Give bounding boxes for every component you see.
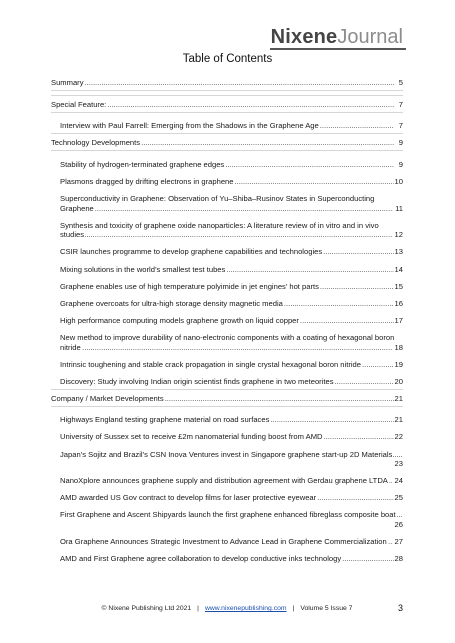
toc-entry-line [60, 377, 403, 387]
toc-article-entry[interactable] [51, 333, 403, 352]
section-divider [51, 133, 403, 134]
toc-dot-leader [362, 360, 394, 370]
toc-dot-leader [61, 204, 402, 214]
toc-entry-line [60, 221, 403, 240]
brand-name-light: Journal [337, 26, 403, 48]
toc-page-number: 15 [394, 281, 403, 291]
toc-dot-leader [61, 230, 402, 240]
toc-page-number: 27 [394, 537, 403, 547]
toc-section-entry[interactable] [51, 394, 403, 404]
toc-entry-title: High performance computing models graphene growth on liquid copper [60, 315, 299, 325]
toc-article-entry[interactable] [51, 194, 403, 213]
toc-page-number: 23 [394, 459, 403, 469]
toc-entry-title: Company / Market Developments [51, 393, 164, 403]
toc-page-number: 12 [394, 230, 403, 240]
toc-entry-line [51, 78, 403, 88]
toc-entry-line [51, 394, 403, 404]
toc-entry-line [60, 415, 403, 425]
toc-entry-line [51, 100, 403, 110]
page-footer [51, 605, 403, 612]
toc-entry-line [60, 265, 403, 275]
toc-article-entry[interactable] [51, 450, 403, 469]
toc-dot-leader [226, 265, 393, 275]
toc-article-entry[interactable] [51, 537, 403, 547]
toc-entry-title: CSIR launches programme to develop graphene capabilities and technologies [60, 247, 323, 257]
section-divider [51, 150, 403, 151]
toc-entry-line [60, 360, 403, 370]
toc-article-entry[interactable] [51, 377, 403, 387]
toc-dot-leader [165, 394, 394, 404]
toc-article-entry[interactable] [51, 160, 403, 170]
toc-page-number: 11 [393, 204, 403, 214]
toc-entry-line [60, 160, 403, 170]
toc-article-entry[interactable] [51, 316, 403, 326]
toc-entry-title: Intrinsic toughening and stable crack propagation in single crystal hexagonal boron nitride [60, 359, 361, 369]
toc-entry-title: Graphene overcoats for ultra-high storage density magnetic media [60, 298, 283, 308]
section-divider [51, 406, 403, 407]
toc-entry-line [60, 316, 403, 326]
toc-article-entry[interactable] [51, 476, 403, 486]
toc-page-number: 7 [398, 99, 403, 109]
toc-page-number: 9 [398, 159, 403, 169]
toc-article-entry[interactable] [51, 299, 403, 309]
toc-entry-title: Technology Developments [51, 138, 141, 148]
toc-dot-leader [342, 554, 393, 564]
journal-logo [271, 27, 403, 47]
toc-article-entry[interactable] [51, 177, 403, 187]
table-of-contents [51, 78, 403, 571]
toc-entry-title: Synthesis and toxicity of graphene oxide nanoparticles: A literature review of in vitro and in vivo studies [60, 220, 379, 240]
footer-copyright: © Nixene Publishing Ltd 2021 [101, 605, 192, 612]
toc-page-number: 18 [394, 342, 403, 352]
toc-section-entry[interactable] [51, 78, 403, 88]
toc-entry-title: Stability of hydrogen-terminated graphene edges [60, 159, 225, 169]
toc-entry-title: Mixing solutions in the world’s smallest test tubes [60, 264, 226, 274]
page-number: 3 [397, 603, 403, 613]
toc-entry-line [51, 138, 403, 148]
toc-entry-title: Ora Graphene Announces Strategic Investment to Advance Lead in Graphene Commercialization [60, 537, 387, 547]
toc-entry-title: NanoXplore announces graphene supply and distribution agreement with Gerdau graphene LTDA [60, 476, 388, 486]
toc-entry-line [60, 449, 403, 469]
toc-entry-title: Japan’s Sojitz and Brazil’s CSN Inova Ventures invest in Singapore graphene start-up 2D Materials [60, 449, 393, 459]
toc-dot-leader [320, 282, 394, 292]
toc-entry-title: AMD awarded US Gov contract to develop films for laser protective eyewear [60, 493, 317, 503]
toc-article-entry[interactable] [51, 282, 403, 292]
toc-entry-title: University of Sussex set to receive £2m nanomaterial funding boost from AMD [60, 432, 323, 442]
toc-entry-line [60, 493, 403, 503]
toc-article-entry[interactable] [51, 510, 403, 529]
toc-entry-title: Special Feature: [51, 99, 107, 109]
toc-article-entry[interactable] [51, 121, 403, 131]
toc-dot-leader [61, 343, 402, 353]
toc-page-number: 21 [394, 393, 403, 403]
toc-page-number: 14 [394, 264, 403, 274]
toc-page-number: 21 [394, 415, 403, 425]
toc-entry-line [60, 177, 403, 187]
toc-dot-leader [324, 432, 394, 442]
toc-page-number: 13 [394, 247, 403, 257]
toc-entry-title: Summary [51, 78, 84, 87]
toc-page-number: 26 [394, 520, 403, 530]
toc-dot-leader [141, 138, 394, 148]
toc-entry-line [60, 282, 403, 292]
toc-entry-title: Plasmons dragged by drifting electrons in graphene [60, 176, 234, 186]
toc-entry-line [60, 554, 403, 564]
section-divider [51, 112, 403, 113]
toc-article-entry[interactable] [51, 247, 403, 257]
toc-entry-line [60, 194, 403, 213]
toc-title: Table of Contents [182, 53, 273, 65]
toc-entry-line [60, 247, 403, 257]
toc-entry-line [60, 121, 403, 131]
toc-entry-title: Highways England testing graphene material on road surfaces [60, 415, 270, 425]
toc-entry-line [60, 537, 403, 547]
toc-section-entry[interactable] [51, 100, 403, 110]
toc-page-number: 17 [394, 315, 403, 325]
toc-entry-title: First Graphene and Ascent Shipyards launch the first graphene enhanced fibreglass composite boat [60, 510, 396, 520]
toc-entry-line [60, 510, 403, 530]
toc-dot-leader [300, 316, 394, 326]
toc-article-entry[interactable] [51, 415, 403, 425]
toc-dot-leader [85, 78, 395, 88]
toc-article-entry[interactable] [51, 221, 403, 240]
toc-dot-leader [323, 247, 393, 257]
toc-dot-leader [270, 415, 393, 425]
toc-page-number: 20 [394, 376, 403, 386]
toc-entry-line [60, 299, 403, 309]
toc-entry-title: Interview with Paul Farrell: Emerging from the Shadows in the Graphene Age [60, 121, 319, 131]
logo-underline [270, 48, 406, 50]
toc-page-number: 9 [398, 138, 403, 148]
toc-page-number: 16 [394, 298, 403, 308]
toc-article-entry[interactable] [51, 432, 403, 442]
toc-entry-title: Discovery: Study involving Indian origin scientist finds graphene in two meteorites [60, 376, 334, 386]
toc-page-number: 22 [394, 432, 403, 442]
toc-entry-title: New method to improve durability of nano-electronic components with a coating of hexagonal boron nitride [60, 332, 395, 352]
section-divider [51, 389, 403, 390]
toc-article-entry[interactable] [51, 493, 403, 503]
toc-entry-line [60, 476, 403, 486]
toc-entry-title: Graphene enables use of high temperature polyimide in jet engines’ hot parts [60, 281, 319, 291]
toc-dot-leader [225, 160, 394, 170]
toc-dot-leader [107, 100, 394, 110]
footer-separator: | [292, 605, 295, 612]
toc-article-entry[interactable] [51, 554, 403, 564]
toc-dot-leader [320, 121, 394, 131]
toc-page-number: 5 [398, 78, 403, 87]
toc-section-entry[interactable] [51, 138, 403, 148]
brand-name-strong: Nixene [270, 26, 338, 48]
toc-page-number: 19 [394, 359, 403, 369]
toc-page-number: 28 [394, 554, 403, 564]
toc-entry-line [60, 432, 403, 442]
toc-dot-leader [235, 177, 394, 187]
footer-separator: | [197, 605, 199, 612]
toc-article-entry[interactable] [51, 360, 403, 370]
toc-page-number: 7 [398, 121, 403, 131]
toc-dot-leader [284, 299, 394, 309]
toc-page-number: 24 [394, 476, 403, 486]
toc-entry-title: AMD and First Graphene agree collaboration to develop conductive inks technology [60, 554, 342, 564]
toc-entry-title: Superconductivity in Graphene: Observation of Yu–Shiba–Rusinov States in Superconducting Graphene [60, 194, 375, 213]
footer-issue: Volume 5 Issue 7 [300, 605, 353, 612]
section-divider [51, 95, 403, 96]
toc-entry-line [60, 333, 403, 352]
toc-page-number: 25 [394, 493, 403, 503]
toc-page-number: 10 [394, 176, 403, 186]
section-divider [51, 90, 403, 91]
footer-website-link[interactable]: www.nixenepublishing.com [204, 605, 287, 612]
toc-article-entry[interactable] [51, 265, 403, 275]
toc-dot-leader [335, 377, 394, 387]
toc-dot-leader [317, 493, 393, 503]
